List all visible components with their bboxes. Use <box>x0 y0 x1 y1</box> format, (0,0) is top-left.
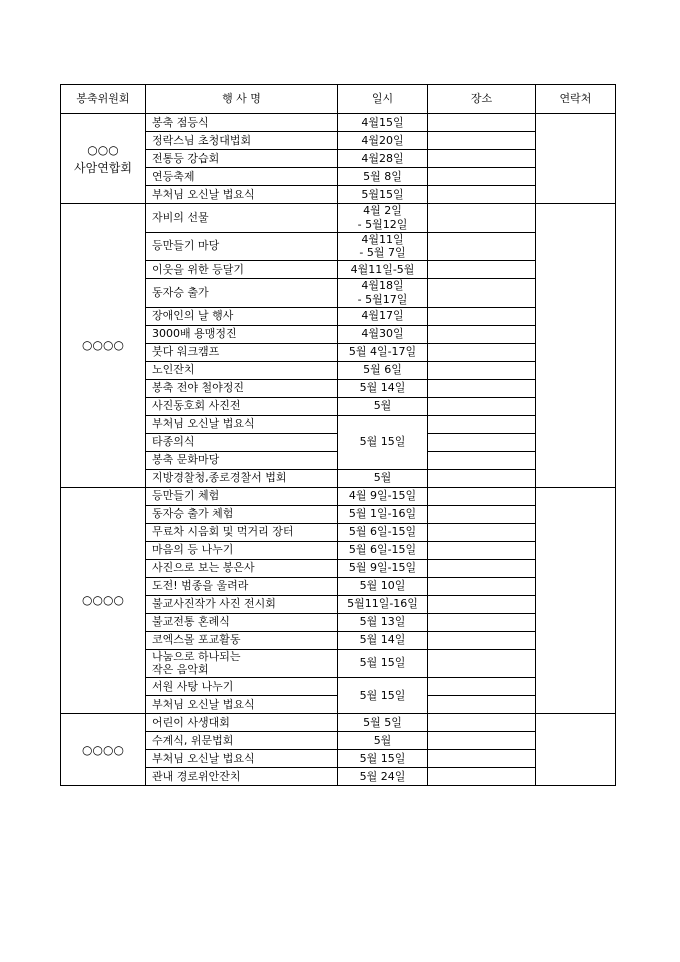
event-name: 지방경찰청,종로경찰서 법회 <box>146 469 338 487</box>
event-name: 관내 경로위안잔치 <box>146 768 338 786</box>
event-name-line: 작은 음악회 <box>152 663 209 677</box>
event-schedule-table <box>60 84 616 786</box>
event-name: 수계식, 위문법회 <box>146 732 338 750</box>
place-cell <box>428 168 536 186</box>
event-date-end: - 5월12일 <box>357 217 408 231</box>
committee-cell: ○○○○ <box>61 487 146 714</box>
event-date: 4월20일 <box>338 132 428 150</box>
place-cell <box>428 361 536 379</box>
event-date: 5월 10일 <box>338 577 428 595</box>
event-date: 5월 <box>338 397 428 415</box>
event-name-line: 나눔으로 하나되는 <box>152 649 241 663</box>
event-date: 5월 4일-17일 <box>338 343 428 361</box>
event-date: 5월 <box>338 732 428 750</box>
event-name: 전통등 강습회 <box>146 150 338 168</box>
event-name: 등만들기 체험 <box>146 487 338 505</box>
event-name: 이웃을 위한 등달기 <box>146 261 338 279</box>
event-name: 불교사진작가 사진 전시회 <box>146 595 338 613</box>
header-place: 장소 <box>428 85 536 114</box>
place-cell <box>428 433 536 451</box>
event-date <box>338 204 428 233</box>
event-date: 5월15일 <box>338 186 428 204</box>
event-name: 부처님 오신날 법요식 <box>146 186 338 204</box>
place-cell <box>428 768 536 786</box>
event-name: 부처님 오신날 법요식 <box>146 696 338 714</box>
event-name: 타종의식 <box>146 433 338 451</box>
place-cell <box>428 204 536 233</box>
event-date-start: 4월18일 <box>361 279 404 292</box>
event-date: 5월 15일 <box>338 415 428 469</box>
place-cell <box>428 261 536 279</box>
contact-cell <box>536 714 616 786</box>
committee-name: ○○○ <box>87 142 119 157</box>
contact-cell <box>536 204 616 488</box>
place-cell <box>428 678 536 696</box>
place-cell <box>428 379 536 397</box>
event-name: 마음의 등 나누기 <box>146 541 338 559</box>
event-name: 어린이 사생대회 <box>146 714 338 732</box>
place-cell <box>428 279 536 308</box>
event-name: 사진으로 보는 봉은사 <box>146 559 338 577</box>
event-name: 동자승 출가 체험 <box>146 505 338 523</box>
event-date: 5월 6일 <box>338 361 428 379</box>
event-date: 4월17일 <box>338 307 428 325</box>
contact-cell <box>536 487 616 714</box>
place-cell <box>428 505 536 523</box>
place-cell <box>428 631 536 649</box>
event-name: 부처님 오신날 법요식 <box>146 415 338 433</box>
event-name: 봉축 문화마당 <box>146 451 338 469</box>
event-date <box>338 232 428 261</box>
place-cell <box>428 232 536 261</box>
place-cell <box>428 577 536 595</box>
place-cell <box>428 750 536 768</box>
event-date: 4월28일 <box>338 150 428 168</box>
event-date: 5월 14일 <box>338 379 428 397</box>
header-date: 일시 <box>338 85 428 114</box>
place-cell <box>428 487 536 505</box>
place-cell <box>428 469 536 487</box>
event-date: 5월 6일-15일 <box>338 523 428 541</box>
header-event-name: 행 사 명 <box>146 85 338 114</box>
event-name: 3000배 용맹정진 <box>146 325 338 343</box>
event-name: 봉축 점등식 <box>146 114 338 132</box>
event-date: 5월 24일 <box>338 768 428 786</box>
event-date: 4월11일-5월 <box>338 261 428 279</box>
event-date: 5월11일-16일 <box>338 595 428 613</box>
event-name: 무료차 시음회 및 먹거리 장터 <box>146 523 338 541</box>
place-cell <box>428 186 536 204</box>
place-cell <box>428 732 536 750</box>
place-cell <box>428 132 536 150</box>
event-date: 5월 6일-15일 <box>338 541 428 559</box>
event-date: 5월 5일 <box>338 714 428 732</box>
event-name: 정락스님 초청대법회 <box>146 132 338 150</box>
event-name: 사진동호회 사진전 <box>146 397 338 415</box>
event-name: 자비의 선물 <box>146 204 338 233</box>
place-cell <box>428 114 536 132</box>
event-name <box>146 649 338 678</box>
event-date-start: 4월11일 <box>361 232 404 246</box>
event-name: 장애인의 날 행사 <box>146 307 338 325</box>
event-name: 코엑스몰 포교활동 <box>146 631 338 649</box>
header-row <box>61 85 616 114</box>
event-date-start: 4월 2일 <box>363 204 402 217</box>
committee-cell: ○○○○ <box>61 204 146 488</box>
event-date: 5월 1일-16일 <box>338 505 428 523</box>
table-row <box>61 714 616 732</box>
place-cell <box>428 415 536 433</box>
event-name: 노인잔치 <box>146 361 338 379</box>
committee-cell: ○○○○ <box>61 714 146 786</box>
event-date: 5월 8일 <box>338 168 428 186</box>
event-date: 5월 15일 <box>338 678 428 714</box>
event-date <box>338 279 428 308</box>
place-cell <box>428 541 536 559</box>
event-name: 붓다 워크캠프 <box>146 343 338 361</box>
place-cell <box>428 523 536 541</box>
committee-name: 사암연합회 <box>74 160 132 175</box>
event-date-end: - 5월17일 <box>357 292 408 306</box>
event-date: 5월 15일 <box>338 750 428 768</box>
event-date: 4월30일 <box>338 325 428 343</box>
place-cell <box>428 559 536 577</box>
event-name: 도전! 범종을 울려라 <box>146 577 338 595</box>
table-row <box>61 204 616 233</box>
table-row <box>61 114 616 132</box>
event-name: 불교전통 혼례식 <box>146 613 338 631</box>
event-name: 연등축제 <box>146 168 338 186</box>
header-contact: 연락처 <box>536 85 616 114</box>
place-cell <box>428 714 536 732</box>
place-cell <box>428 696 536 714</box>
place-cell <box>428 150 536 168</box>
place-cell <box>428 397 536 415</box>
contact-cell <box>536 114 616 204</box>
event-date: 4월15일 <box>338 114 428 132</box>
event-name: 부처님 오신날 법요식 <box>146 750 338 768</box>
event-name: 봉축 전야 철야정진 <box>146 379 338 397</box>
event-name: 동자승 출가 <box>146 279 338 308</box>
table-row <box>61 487 616 505</box>
place-cell <box>428 595 536 613</box>
event-date: 4월 9일-15일 <box>338 487 428 505</box>
event-date: 5월 14일 <box>338 631 428 649</box>
place-cell <box>428 451 536 469</box>
event-date: 5월 <box>338 469 428 487</box>
place-cell <box>428 649 536 678</box>
place-cell <box>428 613 536 631</box>
committee-cell <box>61 114 146 204</box>
place-cell <box>428 307 536 325</box>
event-name: 서원 사탕 나누기 <box>146 678 338 696</box>
place-cell <box>428 325 536 343</box>
event-date-end: - 5월 7일 <box>359 246 406 260</box>
event-date: 5월 13일 <box>338 613 428 631</box>
header-committee: 봉축위원회 <box>61 85 146 114</box>
place-cell <box>428 343 536 361</box>
event-name: 등만들기 마당 <box>146 232 338 261</box>
event-date: 5월 15일 <box>338 649 428 678</box>
event-date: 5월 9일-15일 <box>338 559 428 577</box>
